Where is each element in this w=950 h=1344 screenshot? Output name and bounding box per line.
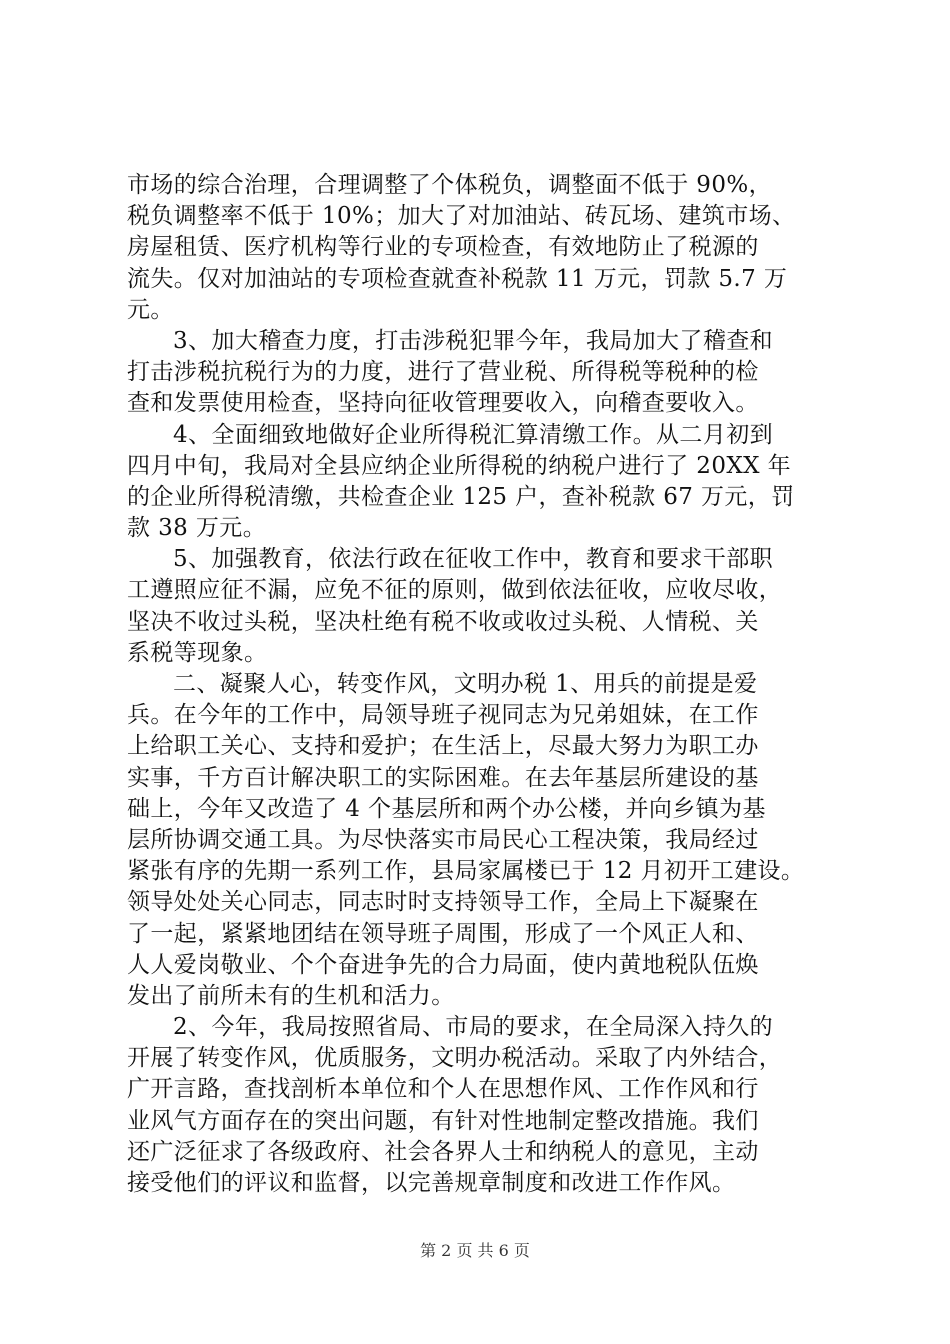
text-line: 打击涉税抗税行为的力度，进行了营业税、所得税等税种的检 (127, 359, 759, 386)
text-line: 础上，今年又改造了 4 个基层所和两个办公楼，并向乡镇为基 (127, 795, 766, 822)
text-line: 的企业所得税清缴，共检查企业 125 户，查补税款 67 万元，罚 (127, 483, 795, 510)
text-line: 元。 (127, 296, 174, 323)
text-line: 领导处处关心同志，同志时时支持领导工作，全局上下凝聚在 (127, 889, 759, 916)
page-footer: 第 2 页 共 6 页 (420, 1241, 530, 1260)
text-line: 4、全面细致地做好企业所得税汇算清缴工作。从二月初到 (173, 421, 774, 448)
text-line: 业风气方面存在的突出问题，有针对性地制定整改措施。我们 (127, 1107, 759, 1134)
text-line: 系税等现象。 (127, 639, 268, 666)
document-body (127, 170, 832, 1199)
text-line: 还广泛征求了各级政府、社会各界人士和纳税人的意见，主动 (127, 1138, 759, 1165)
text-line: 了一起，紧紧地团结在领导班子周围，形成了一个风正人和、 (127, 920, 759, 947)
text-line: 流失。仅对加油站的专项检查就查补税款 11 万元，罚款 5.7 万 (127, 265, 788, 292)
text-line: 四月中旬，我局对全县应纳企业所得税的纳税户进行了 20XX 年 (127, 452, 792, 479)
text-line: 上给职工关心、支持和爱护；在生活上，尽最大努力为职工办 (127, 733, 759, 760)
text-line: 接受他们的评议和监督，以完善规章制度和改进工作作风。 (127, 1170, 736, 1196)
text-line: 广开言路，查找剖析本单位和个人在思想作风、工作作风和行 (127, 1076, 759, 1103)
text-line: 开展了转变作风，优质服务，文明办税活动。采取了内外结合， (127, 1045, 783, 1072)
text-line: 房屋租赁、医疗机构等行业的专项检查，有效地防止了税源的 (127, 234, 759, 261)
text-line: 2、今年，我局按照省局、市局的要求，在全局深入持久的 (173, 1014, 774, 1041)
text-line: 坚决不收过头税，坚决杜绝有税不收或收过头税、人情税、关 (127, 608, 759, 635)
text-line: 查和发票使用检查，坚持向征收管理要收入，向稽查要收入。 (127, 390, 759, 417)
text-line: 3、加大稽查力度，打击涉税犯罪今年，我局加大了稽查和 (173, 327, 774, 354)
text-line: 市场的综合治理，合理调整了个体税负，调整面不低于 90%， (127, 172, 773, 198)
text-line: 紧张有序的先期一系列工作，县局家属楼已于 12 月初开工建设。 (127, 858, 805, 885)
text-line: 二、凝聚人心，转变作风，文明办税 1、用兵的前提是爱 (173, 671, 758, 697)
text-line: 5、加强教育，依法行政在征收工作中，教育和要求干部职 (173, 546, 774, 573)
text-line: 发出了前所未有的生机和活力。 (127, 982, 455, 1009)
text-line: 工遵照应征不漏，应免不征的原则，做到依法征收，应收尽收， (127, 577, 783, 604)
text-line: 兵。在今年的工作中，局领导班子视同志为兄弟姐妹，在工作 (127, 702, 759, 729)
text-line: 人人爱岗敬业、个个奋进争先的合力局面，使内黄地税队伍焕 (127, 951, 759, 978)
text-line: 层所协调交通工具。为尽快落实市局民心工程决策，我局经过 (127, 826, 759, 853)
text-line: 实事，千方百计解决职工的实际困难。在去年基层所建设的基 (127, 764, 759, 791)
text-line: 税负调整率不低于 10%；加大了对加油站、砖瓦场、建筑市场、 (127, 203, 796, 230)
text-line: 款 38 万元。 (127, 515, 267, 542)
